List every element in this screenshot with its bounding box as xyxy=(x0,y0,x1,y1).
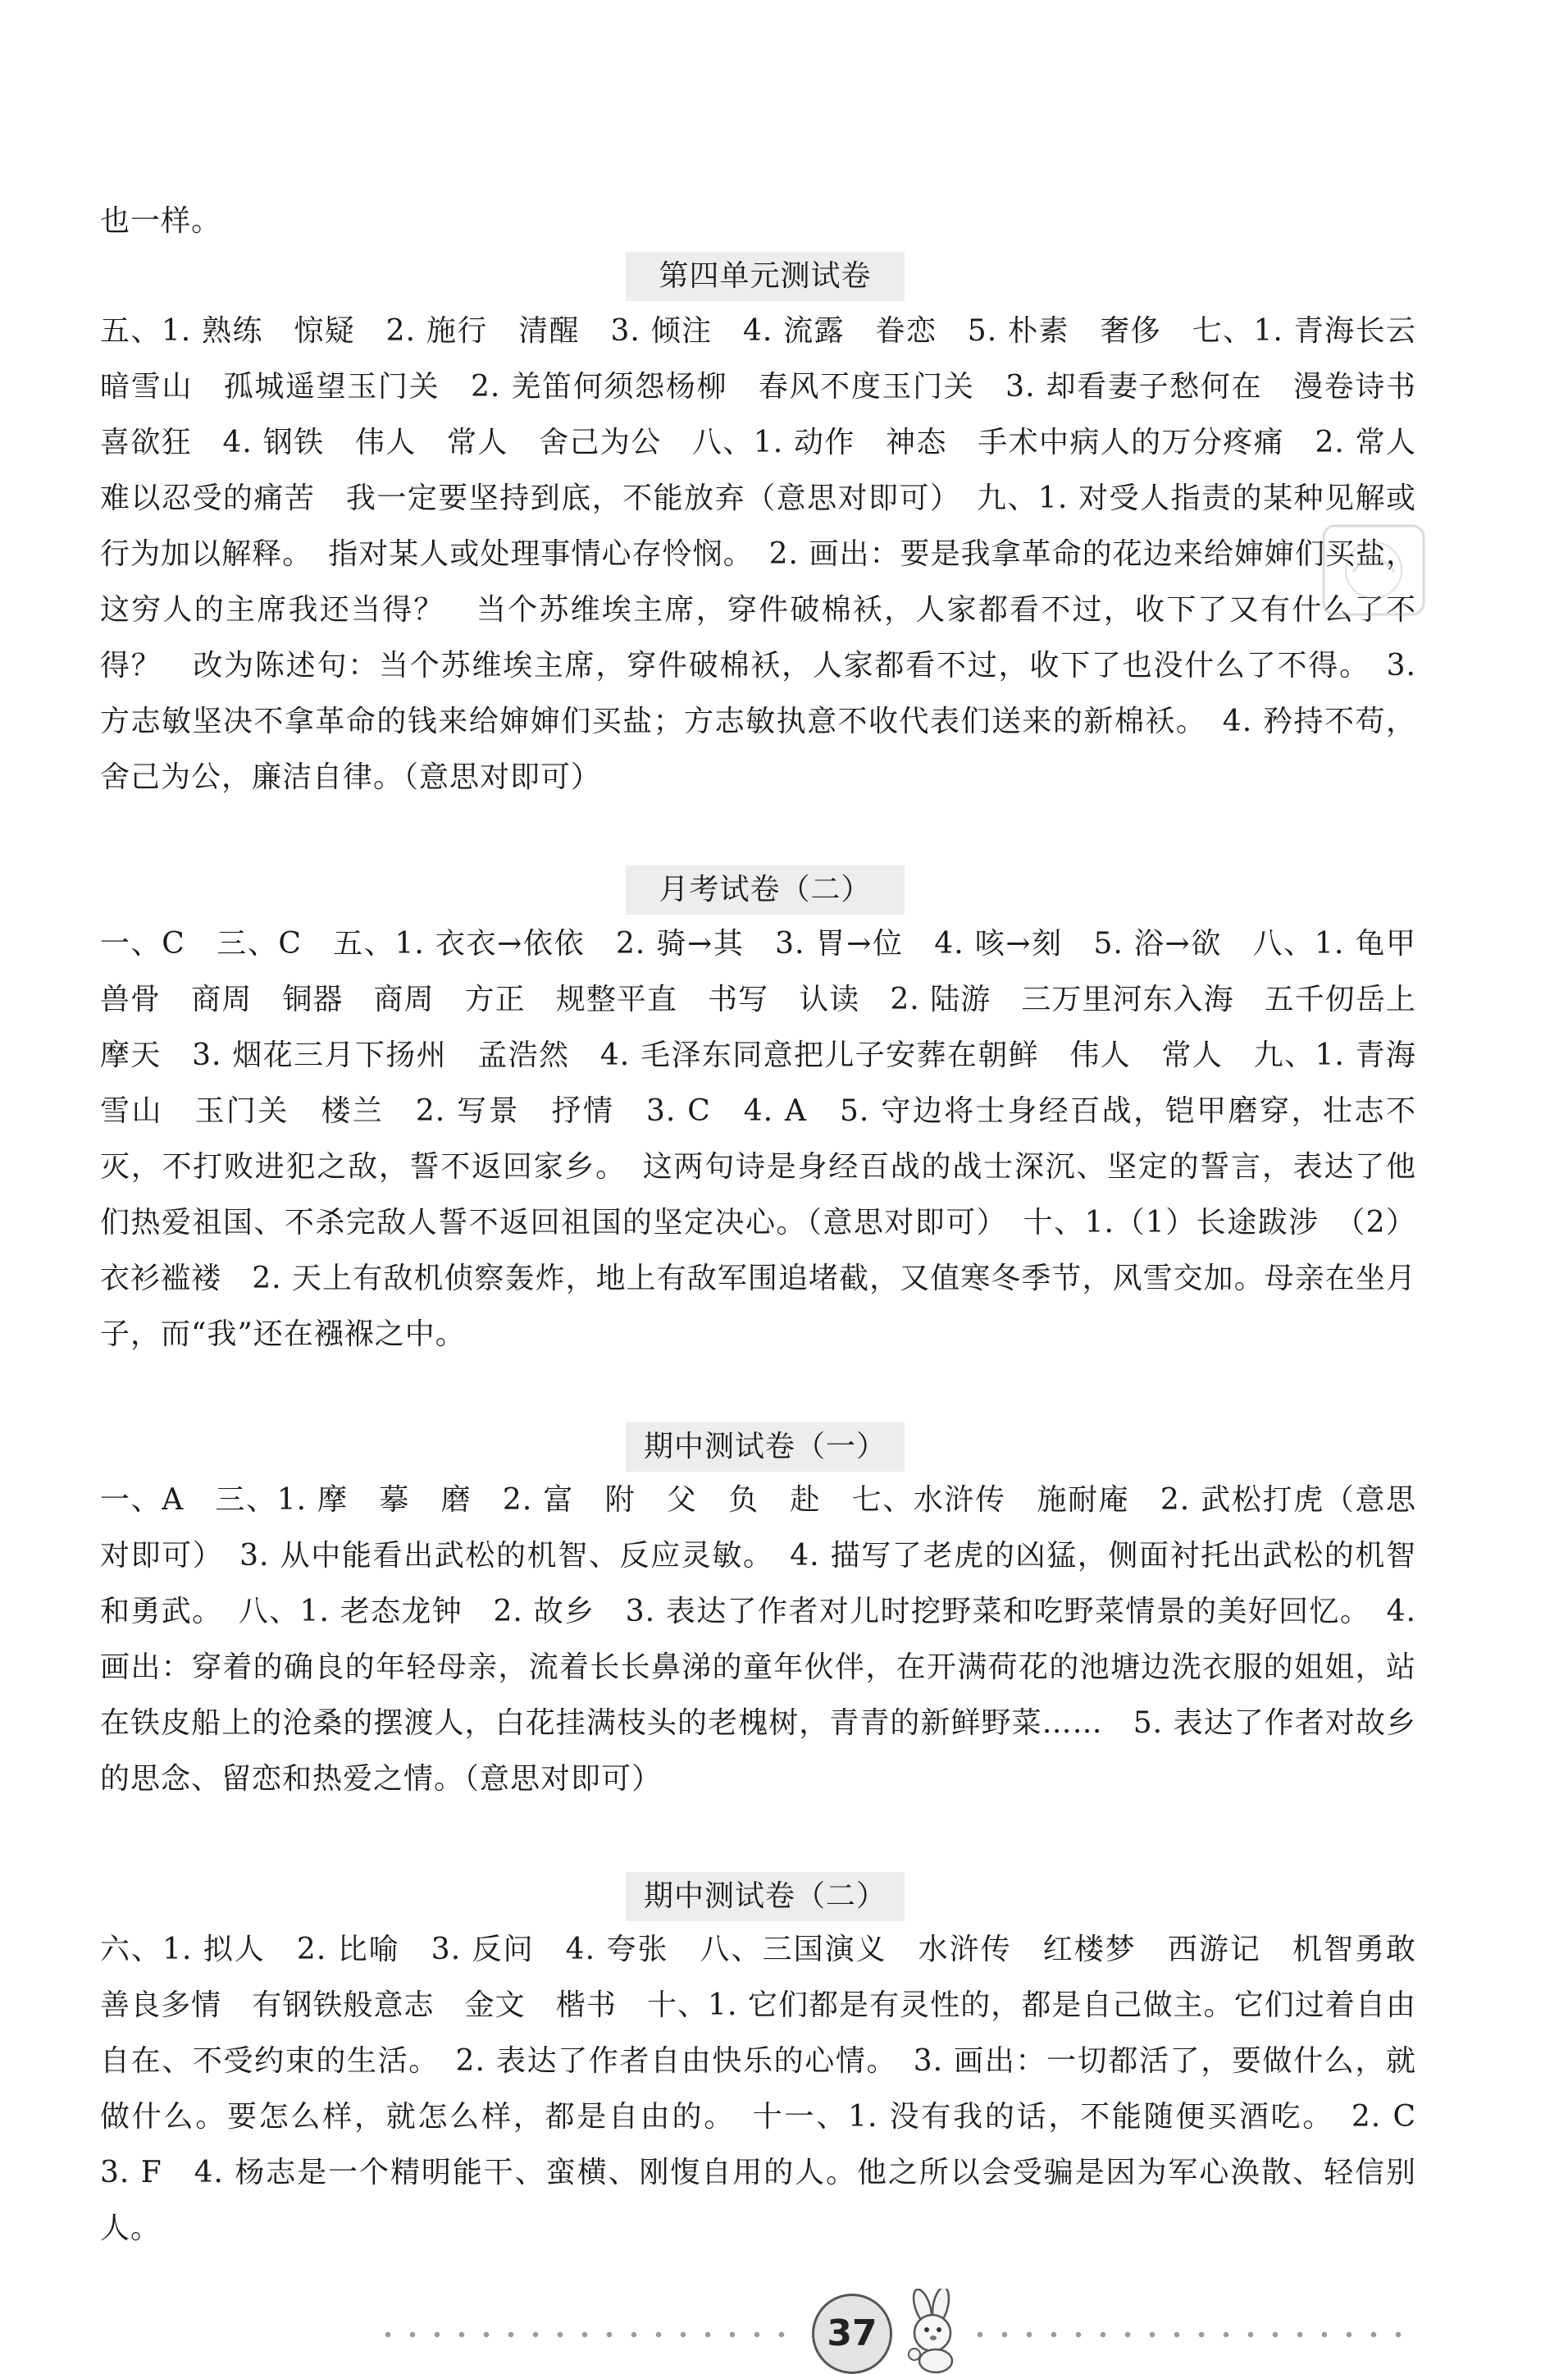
page-number: 37 xyxy=(812,2294,892,2374)
section-body-midterm-test-1: 一、A 三、1. 摩 摹 磨 2. 富 附 父 负 赴 七、水浒传 施耐庵 2. 武松打虎（意思对即可） 3. 从中能看出武松的机智、反应灵敏。 4. 描写了老虎的凶猛，侧面衬托出武松的机智和勇武。 八、1. 老态龙钟 2. 故乡 3. 表达了作者对儿时挖野菜和吃野菜情景的美好回忆。 4. 画出：穿着的确良的年轻母亲，流着长长鼻涕的童年伙伴，在开满荷花的池塘边洗衣服的姐姐，站在铁皮船上的沧桑的摆渡人，白花挂满枝头的老槐树，青青的新鲜野菜…… 5. 表达了作者对故乡的思念、留恋和热爱之情。（意思对即可） xyxy=(100,1483,1416,1796)
section-body-monthly-test-2: 一、C 三、C 五、1. 衣衣→依依 2. 骑→其 3. 胃→位 4. 咳→刻 5. 浴→欲 八、1. 龟甲 兽骨 商周 铜器 商周 方正 规整平直 书写 认读 2. 陆游 三万里河东入海 五千仞岳上摩天 3. 烟花三月下扬州 孟浩然 4. 毛泽东同意把儿子安葬在朝鲜 伟人 常人 九、1. 青海 雪山 玉门关 楼兰 2. 写景 抒情 3. C 4. A 5. 守边将士身经百战，铠甲磨穿，壮志不灭，不打败进犯之敌，誓不返回家乡。 这两句诗是身经百战的战士深沉、坚定的誓言，表达了他们热爱祖国、不杀完敌人誓不返回祖国的坚定决心。（意思对即可） 十、1.（1）长途跋涉 （2）衣衫褴褛 2. 天上有敌机侦察轰炸，地上有敌军围追堵截，又值寒冬季节，风雪交加。母亲在坐月子，而“我”还在襁褓之中。 xyxy=(100,927,1447,1351)
footer-dots-left xyxy=(376,2331,802,2338)
section-title-midterm-test-1: 期中测试卷（一） xyxy=(626,1422,905,1472)
intro-text: 也一样。 xyxy=(100,204,222,238)
watermark-stamp-icon xyxy=(1320,521,1427,619)
section-body-unit4-test: 五、1. 熟练 惊疑 2. 施行 清醒 3. 倾注 4. 流露 眷恋 5. 朴素 奢侈 七、1. 青海长云暗雪山 孤城遥望玉门关 2. 羌笛何须怨杨柳 春风不度玉门关 3. 却看妻子愁何在 漫卷诗书喜欲狂 4. 钢铁 伟人 常人 舍己为公 八、1. 动作 神态 手术中病人的万分疼痛 2. 常人难以忍受的痛苦 我一定要坚持到底，不能放弃（意思对即可） 九、1. 对受人指责的某种见解或行为加以解释。 指对某人或处理事情心存怜悯。 2. 画出：要是我拿革命的花边来给婶婶们买盐，这穷人的主席我还当得？ 当个苏维埃主席，穿件破棉袄，人家都看不过，收下了又有什么了不得？ 改为陈述句：当个苏维埃主席，穿件破棉袄，人家都看不过，收下了也没什么了不得。 3. 方志敏坚决不拿革命的钱来给婶婶们买盐；方志敏执意不收代表们送来的新棉袄。 4. 矜持不苟，舍己为公，廉洁自律。（意思对即可） xyxy=(100,314,1416,794)
footer-dots-right xyxy=(968,2331,1411,2338)
section-title-midterm-test-2: 期中测试卷（二） xyxy=(626,1872,905,1921)
bunny-mascot-icon xyxy=(890,2289,980,2374)
section-body-midterm-test-2: 六、1. 拟人 2. 比喻 3. 反问 4. 夸张 八、三国演义 水浒传 红楼梦 西游记 机智勇敢 善良多情 有钢铁般意志 金文 楷书 十、1. 它们都是有灵性的，都是自己做主。它们过着自由自在、不受约束的生活。 2. 表达了作者自由快乐的心情。 3. 画出：一切都活了，要做什么，就做什么。要怎么样，就怎么样，都是自由的。 十一、1. 没有我的话，不能随便买酒吃。 2. C 3. F 4. 杨志是一个精明能干、蛮横、刚愎自用的人。他之所以会受骗是因为军心涣散、轻信别人。 xyxy=(100,1933,1447,2245)
page-footer xyxy=(0,2289,1568,2374)
section-title-unit4-test: 第四单元测试卷 xyxy=(626,252,905,301)
section-title-monthly-test-2: 月考试卷（二） xyxy=(626,865,905,915)
